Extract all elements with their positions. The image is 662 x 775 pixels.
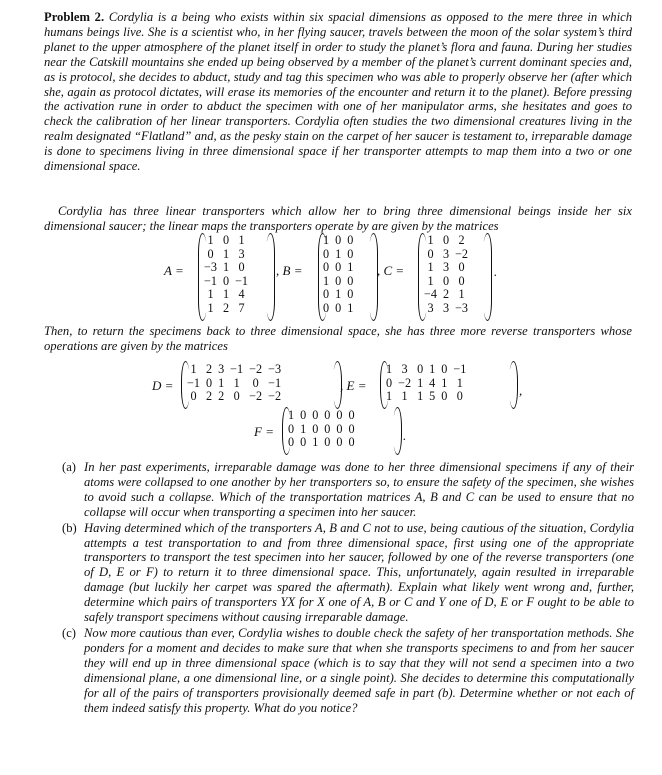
matrix-entry: 1 [222,260,230,275]
matrix-entry: −3 [455,300,469,315]
matrix-entry: 1 [233,375,240,390]
matrix-a-label: A = [164,263,184,278]
matrix-entry: 3 [427,300,434,315]
problem-intro [44,10,632,174]
matrix-entry: 0 [324,435,331,450]
matrix-entry: −2 [268,389,282,404]
matrix-b-row [320,288,356,302]
matrix-a-row [201,302,251,316]
question-tag: (b) [62,520,77,535]
matrix-entry: 1 [218,375,225,390]
matrix-f-right-bracket [393,407,402,455]
matrix-entry: −3 [268,362,282,376]
matrix-d-row [184,363,284,377]
matrix-entry: 0 [190,389,197,404]
matrix-entry: 1 [323,273,330,288]
matrix-entry: −1 [453,362,467,376]
matrix-entry: 1 [427,233,434,247]
matrix-c-row [421,288,471,302]
matrix-entry: −2 [398,375,412,390]
matrix-entry: 1 [312,435,319,450]
matrix-entry: 0 [238,260,245,275]
matrix-b-row [320,261,356,275]
matrix-entry: 0 [335,260,342,275]
matrix-c-row [421,275,471,289]
question-c [62,626,634,715]
matrix-entry: 1 [386,389,393,404]
matrix-entry: 0 [442,273,450,288]
matrix-a-row [201,288,251,302]
matrix-entry: 1 [456,375,463,390]
matrix-entry: 0 [323,260,330,275]
matrix-entry: 0 [347,233,354,247]
matrix-f-row [285,423,358,437]
matrix-e [383,363,469,404]
matrix-entry: 3 [442,300,450,315]
matrix-entry: 0 [347,287,354,302]
matrix-c-row [421,261,471,275]
matrix-entry: 2 [218,389,225,404]
matrix-entry: 2 [442,287,450,302]
matrix-entry: 3 [442,260,450,275]
matrix-a-row [201,234,251,248]
question-text: Now more cautious than ever, Cordylia wishes to double check the safety of her transportation methods. She ponders for a moment and decides to make sure that when she transports specimens to and from her saucer they will end up in three dimensional space (which is to say that they will not send a specimen into a two dimensional plane, a one dimensional line, or a single point). She decides to determine this computationally for all of the pairs of transporters provisionally deemed safe in part (b). Determine whether or not each of them indeed satisfy this property. What do you notice? [84,625,634,715]
matrix-entry: −2 [249,362,263,376]
matrix-entry: 0 [427,246,434,261]
matrix-entry: 0 [347,246,354,261]
matrix-entry: 0 [417,362,424,376]
matrix-entry: 0 [312,408,319,422]
matrix-entry: 4 [238,287,245,302]
matrix-entry: 0 [336,408,343,422]
matrix-entry: 3 [442,246,450,261]
matrix-entry: 0 [323,246,330,261]
matrix-c-row [421,248,471,262]
matrix-entry: −1 [230,362,244,376]
matrix-entry: 1 [347,260,354,275]
matrix-d-row [184,390,284,404]
matrix-a-row [201,275,251,289]
question-text: Having determined which of the transporters A, B and C not to use, being cautious of the situation, Cordylia attempts a test transportation to and from three dimensional space, first using one of the appropriate transporters to transport the test specimen into her saucer, followed by one of the reverse transporters (one of D, E or F) to return it to three dimensional space. This, unfortunately, again resulted in irreparable damage (but luckily her carpet was spared the aftermath). Explain what likely went wrong and, further, determine which pairs of transporters YX for X one of A, B or C and Y one of D, E or F ought to be able to safely transport specimens without causing irreparable damage. [84,520,634,625]
matrix-b [320,234,356,316]
matrix-entry: 0 [348,408,355,422]
matrix-entry: 0 [288,435,295,450]
matrix-entry: −4 [424,287,437,302]
matrix-entry: 0 [456,389,463,404]
matrix-b-row [320,248,356,262]
matrix-entry: 0 [335,273,342,288]
transporters-paragraph: Cordylia has three linear transporters which allow her to bring three dimensional beings inside her six dimensional saucer; the linear maps the transporters operate by are given by the matrices [44,204,632,233]
intro-text: Cordylia is a being who exists within six spacial dimensions as opposed to the mere three in which humans beings live. She is a scientist who, in her flying saucer, travels between the moon of the solar system’s third planet to the upper atmosphere of the planet itself in order to study the planet’s flora and fauna. During her studies near the Catskill mountains she ended up being observed by a member of the planet’s current dominant species and, as is protocol, she decides to abduct, study and tag this specimen who was able to properly observe her (after which she, again as protocol dictates, will erase its memories of the encounter and return it to the planet). Before pressing the activation rune in order to abduct the specimen with one of her manipulator arms, she hesitates and goes to check the calibration of her linear transporters. Cordylia often studies the two dimensional creatures living in the realm designated “Flatland” and, as the pesky stain on the carpet of her saucer is testament to, irreparable damage is done to specimens living in three dimensional space if her transporter attempts to map them into a two or one dimensional space. [44,10,632,174]
matrix-e-right-bracket [509,361,518,409]
matrix-entry: 5 [429,389,436,404]
matrix-entry: 1 [190,362,197,376]
matrix-entry: 1 [441,375,448,390]
matrix-f-trail: . [403,428,407,443]
matrix-entry: 1 [222,287,230,302]
matrix-b-row [320,275,356,289]
reverse-transporters-paragraph: Then, to return the specimens back to three dimensional space, she has three more reverse transporters whose operations are given by the matrices [44,324,632,353]
matrix-entry: 0 [312,421,319,436]
matrix-entry: 1 [207,287,214,302]
matrix-c-row [421,302,471,316]
problem-heading: Problem 2. [44,10,105,24]
matrix-a [201,234,251,316]
matrix-entry: 0 [324,408,331,422]
question-text: In her past experiments, irreparable damage was done to her three dimensional specimens if any of their atoms were collapsed to one another by her transporters so, to ensure the safety of the specimen, she wishes to avoid such a collapse. Which of the transportation matrices A, B and C can be used to ensure that no collapse will occur when transporting a specimen into her saucer. [84,460,634,519]
matrix-entry: 0 [335,300,342,315]
matrix-entry: 0 [288,421,295,436]
matrix-entry: 0 [324,421,331,436]
matrix-entry: −2 [249,389,263,404]
matrix-entry: 1 [429,362,436,376]
matrix-entry: 1 [347,300,354,315]
matrix-entry: 1 [427,273,434,288]
matrix-d-row [184,377,284,391]
question-tag: (a) [62,460,76,474]
matrix-entry: 0 [300,435,307,450]
matrix-entry: 0 [205,375,213,390]
matrix-b-label: , B = [276,263,303,278]
matrix-b-row [320,234,356,248]
matrix-entry: 0 [336,421,343,436]
matrix-entry: 0 [323,287,330,302]
matrix-entry: −1 [268,375,282,390]
matrix-entry: 1 [417,375,424,390]
question-tag: (c) [62,625,76,640]
matrix-entry: 1 [427,260,434,275]
matrix-f-label: F = [254,424,274,439]
matrix-c [421,234,471,316]
matrix-d [184,363,284,404]
matrix-entry: 3 [238,246,245,261]
matrix-entry: 0 [348,435,355,450]
matrix-f-row [285,436,358,450]
matrix-entry: 2 [205,389,213,404]
matrix-entry: 2 [205,362,213,376]
matrix-entry: 0 [233,389,240,404]
matrix-entry: 1 [323,233,330,247]
matrix-a-row [201,248,251,262]
matrix-e-row [383,363,469,377]
matrix-entry: 0 [207,246,214,261]
matrix-f [285,409,358,450]
matrix-entry: 3 [401,362,408,376]
matrix-entry: 3 [218,362,225,376]
matrix-entry: 0 [348,421,355,436]
matrix-a-right-bracket [266,233,275,321]
matrix-entry: 1 [207,233,214,247]
matrix-entry: 0 [458,260,465,275]
matrix-entry: 1 [417,389,424,404]
question-list [62,460,634,715]
matrix-entry: 1 [238,233,245,247]
matrix-c-label: , C = [377,263,405,278]
matrix-entry: 0 [323,300,330,315]
matrix-entry: 2 [222,300,230,315]
matrix-entry: 2 [458,233,465,247]
matrix-entry: 1 [386,362,393,376]
matrix-c-row [421,234,471,248]
matrix-entry: 1 [458,287,465,302]
matrix-entry: 4 [429,375,436,390]
matrix-entry: 0 [300,408,307,422]
matrix-entry: 0 [441,389,448,404]
matrix-entry: 0 [222,233,230,247]
matrix-b-row [320,302,356,316]
matrix-d-label: D = [152,378,174,393]
matrix-entry: −2 [455,246,469,261]
matrix-entry: 7 [238,300,245,315]
matrix-entry: 0 [386,375,393,390]
question-b [62,521,634,625]
matrix-entry: 0 [335,233,342,247]
matrix-entry: 1 [335,287,342,302]
matrix-e-row [383,377,469,391]
matrix-f-row [285,409,358,423]
matrix-entry: −1 [235,273,249,288]
matrix-entry: 0 [336,435,343,450]
matrix-entry: −1 [187,375,200,390]
matrix-entry: 0 [442,233,450,247]
matrix-e-trail: , [519,383,523,398]
matrix-entry: 0 [458,273,465,288]
matrix-entry: 1 [288,408,295,422]
matrix-entry: 1 [207,300,214,315]
matrix-entry: 0 [222,273,230,288]
question-a [62,460,634,520]
matrix-entry: 0 [252,375,259,390]
matrix-entry: 1 [335,246,342,261]
matrix-c-right-bracket [483,233,492,321]
matrix-e-row [383,390,469,404]
matrix-e-label: , E = [340,378,367,393]
matrix-entry: 1 [300,421,307,436]
matrix-entry: −3 [204,260,217,275]
matrix-entry: 1 [401,389,408,404]
matrix-c-trail: . [494,264,498,279]
matrix-entry: 1 [222,246,230,261]
matrix-entry: 0 [441,362,448,376]
matrix-a-row [201,261,251,275]
matrix-entry: 0 [347,273,354,288]
matrix-entry: −1 [204,273,217,288]
